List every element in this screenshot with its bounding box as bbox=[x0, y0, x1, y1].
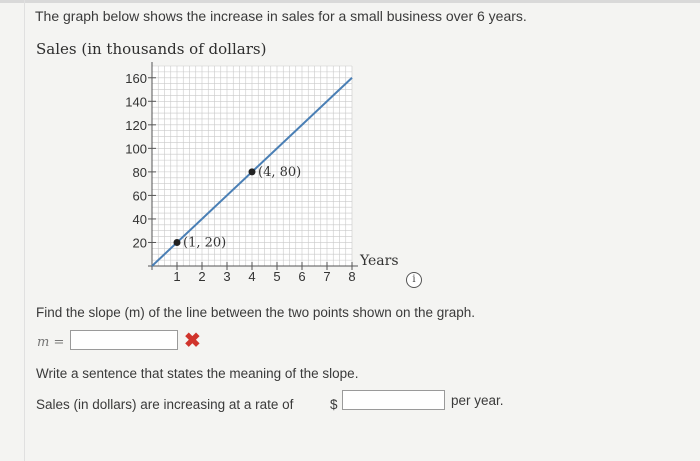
point-label: (1, 20) bbox=[183, 235, 227, 251]
info-icon[interactable]: i bbox=[406, 272, 422, 288]
x-mark-icon: ✖ bbox=[184, 330, 201, 352]
rate-sentence-suffix: per year. bbox=[451, 393, 504, 408]
question-prompt: The graph below shows the increase in sales for a small business over 6 years. bbox=[35, 8, 527, 24]
x-tick-label: 4 bbox=[248, 269, 256, 284]
x-tick-label: 3 bbox=[223, 269, 231, 284]
find-slope-instruction: Find the slope (m) of the line between the two points shown on the graph. bbox=[36, 305, 476, 320]
dollar-sign: $ bbox=[330, 397, 338, 412]
data-point bbox=[249, 168, 256, 175]
chart-title: Sales (in thousands of dollars) bbox=[36, 40, 267, 58]
y-tick-label: 160 bbox=[125, 70, 147, 86]
x-axis-label: Years bbox=[360, 253, 399, 269]
y-tick-label: 140 bbox=[125, 94, 147, 110]
x-tick-label: 1 bbox=[173, 269, 181, 284]
x-tick-label: 6 bbox=[298, 269, 306, 284]
x-tick-label: 2 bbox=[198, 269, 206, 284]
slope-input[interactable] bbox=[70, 330, 178, 350]
point-label: (4, 80) bbox=[258, 164, 302, 180]
y-tick-label: 40 bbox=[132, 211, 147, 227]
x-tick-label: 8 bbox=[348, 269, 356, 284]
rate-input[interactable] bbox=[342, 390, 445, 410]
rate-sentence-prefix: Sales (in dollars) are increasing at a rate of bbox=[36, 397, 294, 412]
x-tick-label: 7 bbox=[323, 269, 331, 284]
y-tick-label: 20 bbox=[132, 235, 147, 251]
y-tick-label: 120 bbox=[125, 117, 147, 133]
x-tick-label: 5 bbox=[273, 269, 281, 284]
y-tick-label: 80 bbox=[132, 164, 147, 180]
data-point bbox=[174, 239, 181, 246]
y-tick-label: 100 bbox=[125, 141, 147, 157]
write-sentence-instruction: Write a sentence that states the meaning of the slope. bbox=[36, 366, 359, 381]
slope-label: m = bbox=[37, 335, 65, 350]
y-tick-label: 60 bbox=[132, 188, 147, 204]
